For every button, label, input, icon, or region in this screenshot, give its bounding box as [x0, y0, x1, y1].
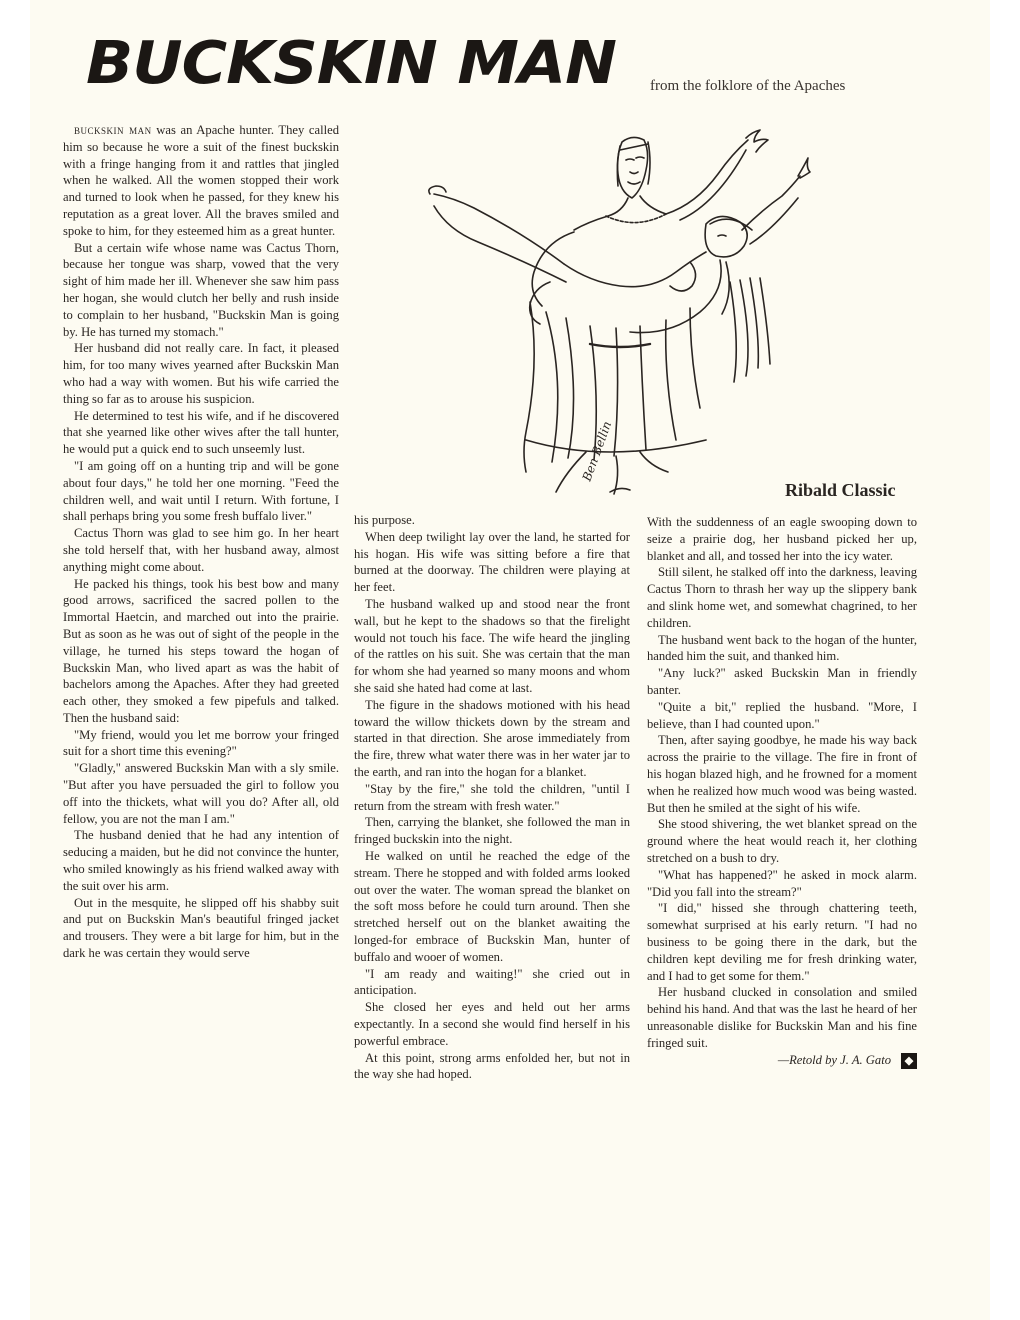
paragraph: The husband went back to the hogan of the hunter, handed him the suit, and thanked him. [647, 632, 917, 664]
paragraph: "Quite a bit," replied the husband. "More, I believe, than I had counted upon." [647, 699, 917, 731]
paragraph: "I am ready and waiting!" she cried out in anticipation. [354, 966, 630, 998]
paragraph: When deep twilight lay over the land, he started for his hogan. His wife was sitting before a fire that burned at the doorway. The children were playing at her feet. [354, 529, 630, 595]
paragraph: With the suddenness of an eagle swooping down to seize a prairie dog, her husband picked her up, blanket and all, and tossed her into the icy water. [647, 515, 917, 563]
paragraph: Still silent, he stalked off into the darkness, leaving Cactus Thorn to thrash her way up the slippery bank and slink home wet, and somewhat chagrined, to her children. [647, 565, 917, 630]
illustration-drawing [390, 112, 820, 497]
paragraph: She stood shivering, the wet blanket spread on the ground where the heat would reach it, her clothing stretched on a bush to dry. [647, 817, 917, 865]
paragraph: She closed her eyes and held out her arms expectantly. In a second she would find herself in his powerful embrace. [354, 1000, 630, 1048]
magazine-page [30, 0, 990, 1320]
paragraph: Her husband did not really care. In fact, it pleased him, for too many wives yearned after Buckskin Man who had a way with women. But his wife carried the thing so far as to arouse his suspicion. [63, 341, 339, 406]
paragraph: his purpose. [354, 513, 415, 527]
author-credit: —Retold by J. A. Gato [777, 1052, 891, 1067]
paragraph: "What has happened?" he asked in mock alarm. "Did you fall into the stream?" [647, 867, 917, 899]
paragraph: The husband denied that he had any intention of seducing a maiden, but he did not convince the hunter, who smiled knowingly as his friend walked away with the suit over his arm. [63, 828, 339, 893]
illustration-signature: Ben Bellin [579, 419, 615, 484]
paragraph: "I did," hissed she through chattering teeth, somewhat surprised at his early return. "I had no business to be going there in the dark, but the children kept deviling me for fresh drinking water, and I had to get some for them." [647, 901, 917, 983]
lead-words: buckskin man [74, 123, 152, 137]
paragraph: He walked on until he reached the edge of the stream. There he stopped and with folded arms looked out over the water. The woman spread the blanket on the soft moss before he could turn around. Then she stretched herself out on the blanket awaiting the longed-for embrace of Buckskin Man, hunter of buffalo and wooer of women. [354, 848, 630, 964]
figure-carrying-woman-illustration [390, 112, 820, 497]
paragraph: Her husband clucked in consolation and smiled behind his hand. And that was the last he heard of her unreasonable dislike for Buckskin Man and his fine fringed suit. [647, 985, 917, 1050]
author-credit-row [647, 1052, 917, 1069]
paragraph: But a certain wife whose name was Cactus Thorn, because her tongue was sharp, vowed that the very sight of him made her ill. Whenever she saw him pass her hogan, she would clutch her belly and rush inside to complain to her husband, "Buckskin Man is going by. He has turned my stomach." [63, 240, 339, 339]
paragraph: "Stay by the fire," she told the children, "until I return from the stream with fresh water." [354, 781, 630, 813]
paragraph: At this point, strong arms enfolded her, but not in the way she had hoped. [354, 1050, 630, 1082]
paragraph: "My friend, would you let me borrow your fringed suit for a short time this evening?" [63, 727, 339, 759]
paragraph: Cactus Thorn was glad to see him go. In her heart she told herself that, with her husband away, almost anything might come about. [63, 526, 339, 574]
paragraph: "Any luck?" asked Buckskin Man in friendly banter. [647, 666, 917, 697]
text-column-3 [647, 514, 917, 1294]
paragraph: Then, carrying the blanket, she followed the man in fringed buckskin into the night. [354, 815, 630, 847]
story-title: BUCKSKIN MAN [86, 28, 616, 98]
paragraph: The figure in the shadows motioned with his head toward the willow thickets down by the stream and started in that direction. She arose immediately from the fire, threw what water there was in her water jar to the earth, and ran into the hogan for a blanket. [354, 697, 630, 779]
paragraph: Then, after saying goodbye, he made his way back across the prairie to the village. The fire in front of his hogan blazed high, and he frowned for a moment when he realized how much wood was being wasted. But then he smiled at the sight of his wife. [647, 733, 917, 815]
text-column-2 [354, 512, 630, 1292]
paragraph: He packed his things, took his best bow and many good arrows, sacrificed the sacred pollen to the Immortal Haetcin, and marched out into the prairie. But as soon as he was out of sight of the people in the village, he turned his steps toward the hogan of Buckskin Man, who lived apart as was the habit of bachelors among the Apaches. After they had greeted each other, they smoked a few pipefuls and talked. Then the husband said: [63, 576, 339, 725]
paragraph: "I am going off on a hunting trip and will be gone about four days," he told her one morning. "Feed the children well, and wait until I return. With fortune, I shall perhaps bring you some fresh buffalo liver." [63, 458, 339, 524]
paragraph: "Gladly," answered Buckskin Man with a sly smile. "But after you have persuaded the girl to follow you off into the thickets, what will you do? After all, old fellow, you are not the man I am." [63, 761, 339, 826]
story-subtitle: from the folklore of the Apaches [650, 78, 846, 94]
section-label: Ribald Classic [785, 480, 896, 500]
paragraph: buckskin man was an Apache hunter. They called him so because he wore a suit of the finest buckskin with a fringe hanging from it and rattles that jingled when he walked. All the women stopped their work and turned to look when he passed, for they knew his reputation as a great lover. All the braves smiled and spoke to him, for they esteemed him as a great hunter. [63, 123, 339, 238]
rabbit-logo-icon: ◆ [901, 1053, 917, 1069]
paragraph: The husband walked up and stood near the front wall, but he kept to the shadows so that the firelight would not touch his face. The wife heard the jingling of the rattles on his suit. She was certain that the man for whom she had yearned so many moons and whom she said she hated had come at last. [354, 596, 630, 695]
text-column-1 [63, 122, 339, 1292]
paragraph: Out in the mesquite, he slipped off his shabby suit and put on Buckskin Man's beautiful fringed jacket and trousers. They were a bit large for him, but in the dark he was certain they would serve [63, 895, 339, 961]
paragraph: He determined to test his wife, and if he discovered that she yearned like other wives after the tall hunter, he would put a quick end to such unseemly lust. [63, 408, 339, 457]
